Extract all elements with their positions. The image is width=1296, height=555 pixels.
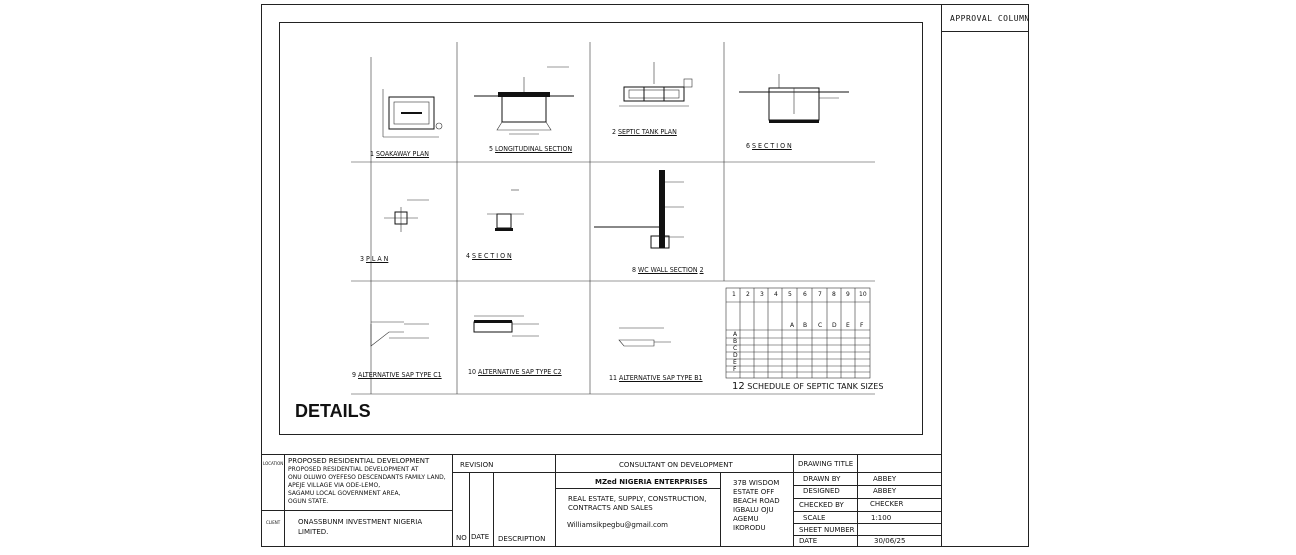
project-title: PROPOSED RESIDENTIAL DEVELOPMENT [288,457,430,465]
schedule-col-5: 5 [788,291,792,298]
longitudinal-section-drawing [474,67,574,134]
client-label: CLIENT [266,520,281,525]
schedule-col-3: 3 [760,291,764,298]
small-plan-drawing [384,200,429,232]
scale-label: SCALE [803,514,826,522]
consultant-address-line-5: AGEMU [733,515,759,523]
consultant-address-rule [720,472,721,547]
info-rule-5 [793,523,941,524]
schedule-row-c: C [733,345,738,352]
drawing-title: DETAILS [295,401,371,421]
consultant-heading: CONSULTANT ON DEVELOPMENT [619,461,733,469]
caption-section-4: 4 S E C T I O N [466,252,512,260]
approval-divider [941,4,942,547]
schedule-col-10: 10 [859,291,867,298]
revision-description-label: DESCRIPTION [498,535,546,543]
consultant-company-rule [555,488,720,489]
schedule-col-1: 1 [732,291,736,298]
consultant-services-line-1: REAL ESTATE, SUPPLY, CONSTRUCTION, [568,495,707,503]
drawn-by-value: ABBEY [873,475,897,483]
info-rule-3 [793,498,941,499]
revision-label: REVISION [460,461,494,469]
location-client-rule [261,510,453,511]
location-label: LOCATION [263,461,284,466]
designed-value: ABBEY [873,487,897,495]
title-block-top-rule [261,454,941,455]
consultant-services-line-2: CONTRACTS AND SALES [568,504,653,512]
septic-tank-plan-drawing [619,62,692,106]
revision-no-rule [469,472,470,547]
schedule-row-d: D [733,352,738,359]
small-section-drawing [487,190,524,231]
project-address-line-2: ONU OLUWO OYEFESO DESCENDANTS FAMILY LAND, [288,474,446,481]
sap-c2-drawing [474,316,539,336]
consultant-address-line-2: ESTATE OFF [733,488,775,496]
info-mid-rule [857,454,858,547]
consultant-address-line-1: 37B WISDOM [733,479,780,487]
info-rule-1 [793,472,941,473]
date-label: DATE [799,537,818,545]
project-address-line-4: SAGAMU LOCAL GOVERNMENT AREA, [288,490,401,497]
date-value: 30/06/25 [874,537,906,545]
caption-soakaway-plan: 1 SOAKAWAY PLAN [370,150,430,158]
revision-date-rule [493,472,494,547]
caption-wc-wall-section: 8 WC WALL SECTION 2 [632,266,704,274]
caption-sap-b1: 11 ALTERNATIVE SAP TYPE B1 [609,374,703,382]
wc-wall-section-drawing [594,170,684,248]
soakaway-plan-drawing [383,89,442,137]
caption-sap-c2: 10 ALTERNATIVE SAP TYPE C2 [468,368,562,376]
schedule-sub-d: D [832,322,837,329]
project-address-line-1: PROPOSED RESIDENTIAL DEVELOPMENT AT [288,466,419,473]
revision-no-label: NO [456,534,467,542]
schedule-row-e: E [733,359,737,366]
septic-section-drawing [739,74,849,123]
caption-plan-3: 3 P L A N [360,255,389,263]
schedule-sub-c: C [818,322,823,329]
schedule-col-2: 2 [746,291,750,298]
schedule-sub-f: F [860,322,864,329]
info-rule-6 [793,535,941,536]
consultant-address-line-3: BEACH ROAD [733,497,780,505]
caption-schedule: 12 SCHEDULE OF SEPTIC TANK SIZES [732,381,884,392]
caption-sap-c1: 9 ALTERNATIVE SAP TYPE C1 [352,371,442,379]
project-address-line-3: APEJE VILLAGE VIA ODE-LEMO, [288,482,381,489]
schedule-col-7: 7 [818,291,822,298]
revision-left-rule [452,454,453,547]
schedule-sub-e: E [846,322,850,329]
drawn-by-label: DRAWN BY [803,475,841,483]
schedule-sub-a: A [790,322,795,329]
sap-c1-drawing [371,322,429,346]
caption-longitudinal-section: 5 LONGITUDINAL SECTION [489,145,573,153]
consultant-address-line-6: IKORODU [733,524,766,532]
label-column-rule [284,454,285,547]
project-address-line-5: OGUN STATE. [288,498,329,505]
consultant-email: Williamsikpegbu@gmail.com [567,521,668,529]
info-rule-4 [793,511,941,512]
sap-b1-drawing [619,328,671,346]
schedule-row-a: A [733,331,738,338]
consultant-left-rule [555,454,556,547]
scale-value: 1:100 [871,514,892,522]
caption-section-6: 6 S E C T I O N [746,142,792,150]
schedule-row-b: B [733,338,738,345]
approval-column-label: APPROVAL COLUMN [950,14,1030,23]
schedule-table [726,288,870,378]
caption-septic-tank-plan: 2 SEPTIC TANK PLAN [612,128,677,136]
client-name-line-1: ONASSBUNM INVESTMENT NIGERIA [298,518,423,526]
consultant-company: MZed NIGERIA ENTERPRISES [595,478,708,486]
checked-by-value: CHECKER [870,500,904,508]
schedule-row-f: F [733,366,737,373]
client-name-line-2: LIMITED. [298,528,329,536]
drawing-title-label: DRAWING TITLE [798,460,854,468]
sheet-number-label: SHEET NUMBER [799,526,855,534]
schedule-col-6: 6 [803,291,807,298]
schedule-col-4: 4 [774,291,778,298]
schedule-col-9: 9 [846,291,850,298]
revision-date-label: DATE [471,533,490,541]
consultant-address-line-4: IGBALU OJU [733,506,774,514]
info-rule-2 [793,485,941,486]
schedule-col-8: 8 [832,291,836,298]
info-left-rule [793,454,794,547]
approval-header-rule [941,31,1029,32]
checked-by-label: CHECKED BY [799,501,844,509]
consultant-header-rule [555,472,793,473]
designed-label: DESIGNED [803,487,840,495]
schedule-sub-b: B [803,322,808,329]
revision-header-rule [452,472,555,473]
